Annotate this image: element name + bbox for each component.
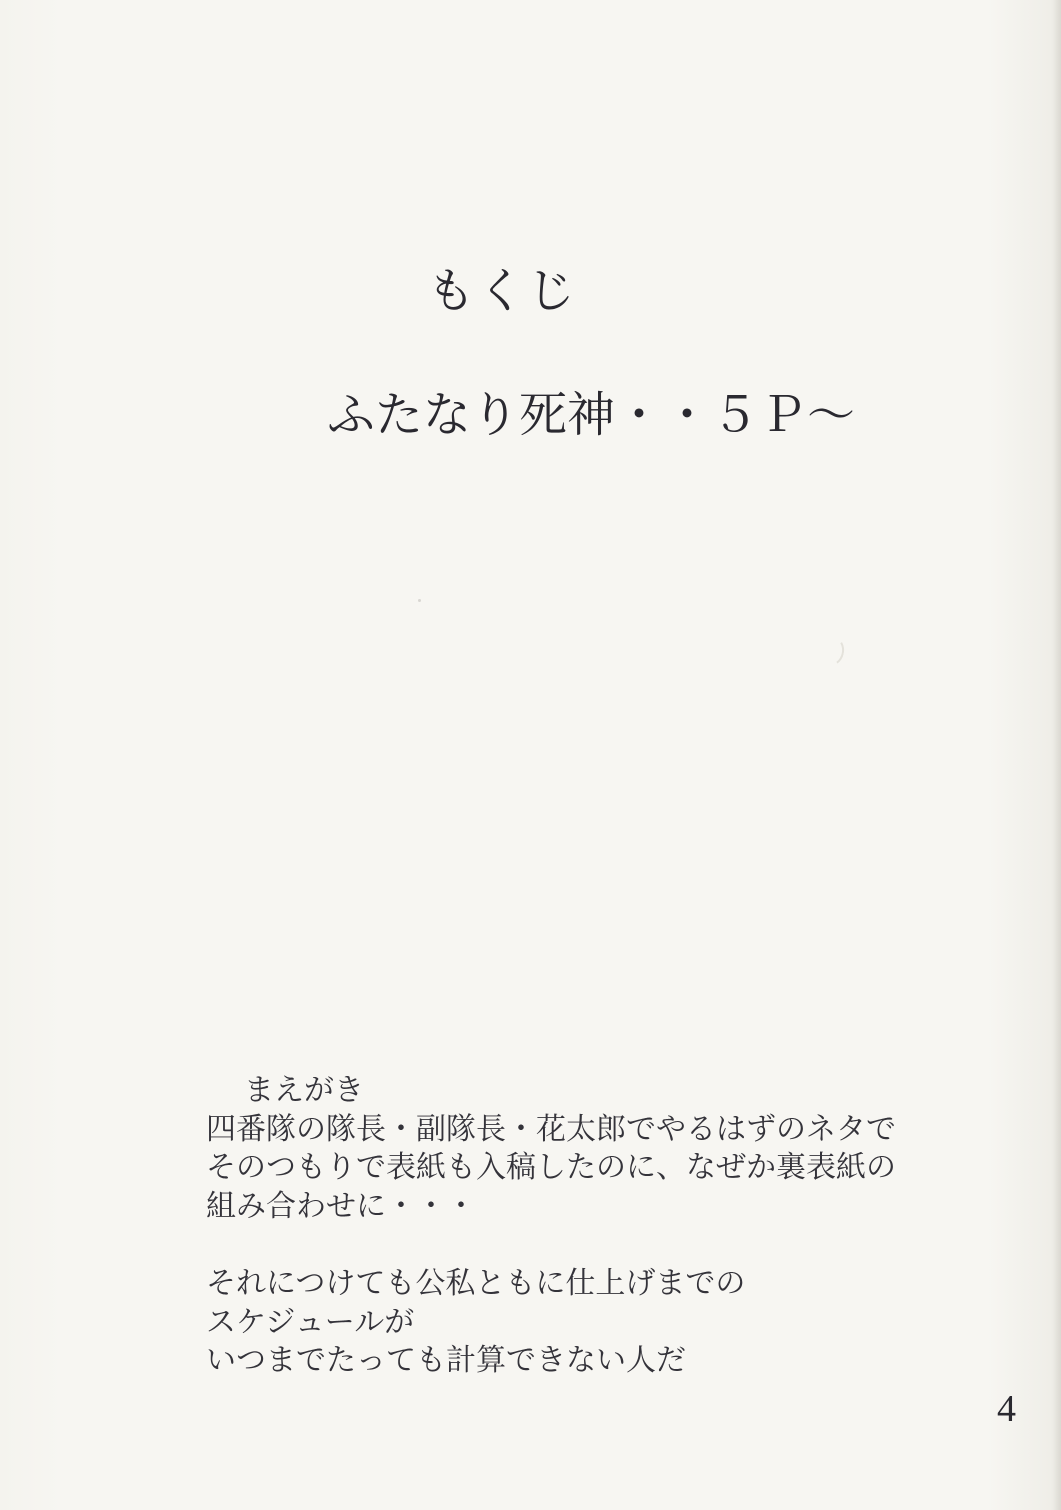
foreword-paragraph2-line1: それにつけても公私ともに仕上げまでの <box>206 1266 746 1300</box>
foreword-paragraph1-line1: 四番隊の隊長・副隊長・花太郎でやるはずのネタで <box>206 1112 896 1146</box>
toc-entry-title: ふたなり死神・・５Ｐ～ <box>327 389 856 442</box>
foreword-block <box>206 1072 896 1381</box>
scan-arc-artifact <box>815 634 847 669</box>
toc-heading: もくじ <box>427 265 578 318</box>
page-number: 4 <box>997 1388 1016 1430</box>
foreword-paragraph1-line2: そのつもりで表紙も入稿したのに、なぜか裏表紙の <box>206 1151 896 1185</box>
scan-speck <box>418 599 421 602</box>
foreword-paragraph1-line3: 組み合わせに・・・ <box>206 1189 476 1223</box>
blank-line <box>206 1226 896 1265</box>
foreword-paragraph2-line3: いつまでたっても計算できない人だ <box>206 1344 686 1378</box>
foreword-heading: まえがき <box>244 1074 364 1107</box>
page-edge-shadow <box>1053 0 1061 1510</box>
foreword-paragraph2-line2: スケジュールが <box>206 1305 415 1339</box>
